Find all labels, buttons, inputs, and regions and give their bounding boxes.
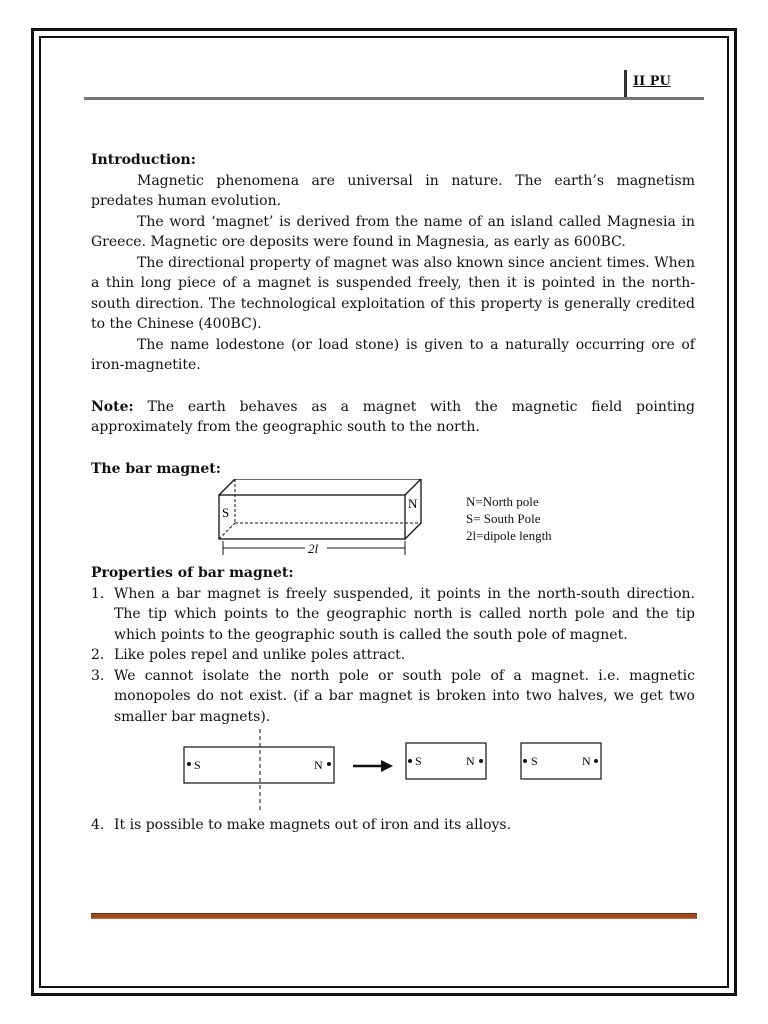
bar-magnet-figure [91, 479, 695, 563]
length-label: 2l [308, 541, 319, 556]
magnet-top-face [219, 479, 421, 495]
list-number: 2. [91, 647, 105, 663]
list-number: 1. [91, 585, 105, 602]
north-pole-label: N [408, 496, 418, 511]
pole-dot [479, 759, 483, 763]
list-item [91, 666, 695, 728]
note-label: Note: [91, 398, 134, 415]
list-item [91, 815, 695, 836]
pole-dot [523, 759, 527, 763]
magnet-front-face [219, 495, 405, 539]
south-pole-label: S [531, 754, 538, 768]
properties-list [91, 584, 695, 728]
pole-dot [187, 762, 191, 766]
list-item [91, 645, 695, 666]
bar-magnet-legend [466, 493, 552, 544]
bar-magnet-diagram [215, 479, 435, 563]
footer-rule [91, 913, 697, 919]
intro-paragraph: The name lodestone (or load stone) is given to a naturally occurring ore of iron-magnetite. [91, 336, 695, 373]
legend-item: N=North pole [466, 494, 539, 509]
full-magnet [184, 747, 334, 783]
legend-item: S= South Pole [466, 511, 541, 526]
header-label: II PU [633, 74, 671, 89]
list-text: We cannot isolate the north pole or south pole of a magnet. i.e. magnetic monopoles do not exist. (if a bar magnet is broken into two halves, we get two smaller bar magnets). [114, 667, 695, 725]
note-paragraph [91, 397, 695, 438]
south-pole-label: S [194, 758, 201, 772]
magnet-hidden-edge [219, 523, 235, 539]
list-text: When a bar magnet is freely suspended, it points in the north-south direction. The tip which points to the geographic north is called north pole and the tip which points to the geographic south is called the south pole of magnet. [114, 585, 695, 643]
pole-dot [327, 762, 331, 766]
broken-magnet-figure [91, 727, 695, 815]
arrow-icon [381, 760, 393, 772]
intro-heading: Introduction: [91, 152, 196, 168]
properties-heading: Properties of bar magnet: [91, 565, 294, 581]
north-pole-label: N [314, 758, 323, 772]
header-divider [624, 70, 627, 100]
header-rule [84, 97, 704, 100]
north-pole-label: N [582, 754, 591, 768]
broken-magnet-diagram [181, 729, 611, 815]
legend-item: 2l=dipole length [466, 528, 552, 543]
south-pole-label: S [222, 505, 230, 520]
page-content [91, 150, 695, 836]
list-text: It is possible to make magnets out of iron and its alloys. [114, 817, 512, 833]
north-pole-label: N [466, 754, 475, 768]
list-number: 4. [91, 817, 105, 833]
list-text: Like poles repel and unlike poles attract. [114, 647, 406, 663]
intro-paragraph: The directional property of magnet was also known since ancient times. When a thin long piece of a magnet is suspended freely, then it is pointed in the north-south direction. The technological exploitation of this property is generally credited to the Chinese (400BC). [91, 254, 695, 332]
bar-magnet-heading: The bar magnet: [91, 460, 221, 477]
pole-dot [408, 759, 412, 763]
note-text: The earth behaves as a magnet with the magnetic field pointing approximately from the geographic south to the north. [91, 398, 695, 435]
list-number: 3. [91, 667, 105, 684]
properties-list-continued [91, 815, 695, 836]
south-pole-label: S [415, 754, 422, 768]
pole-dot [594, 759, 598, 763]
list-item [91, 584, 695, 646]
intro-paragraph: The word ‘magnet’ is derived from the name of an island called Magnesia in Greece. Magnetic ore deposits were found in Magnesia, as early as 600BC. [91, 213, 695, 250]
intro-paragraph: Magnetic phenomena are universal in nature. The earth’s magnetism predates human evolution. [91, 172, 695, 209]
